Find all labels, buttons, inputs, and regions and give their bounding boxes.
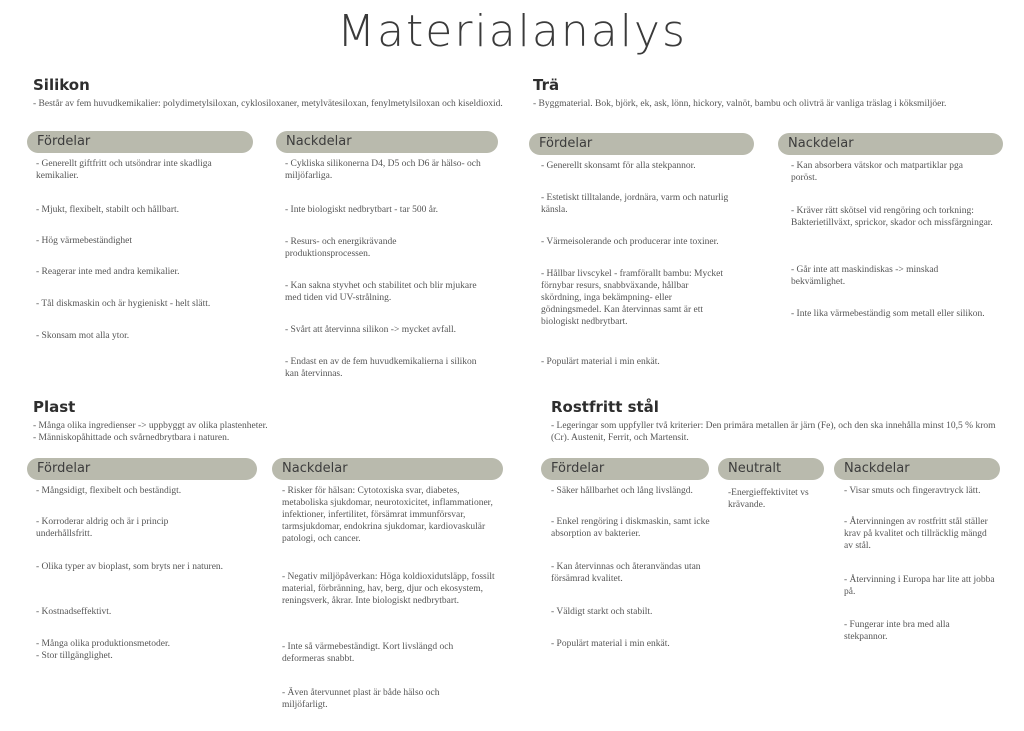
list-item: - Skonsam mot alla ytor.	[36, 331, 130, 341]
pros-heading: Fördelar	[27, 131, 253, 153]
list-item: - Estetiskt tilltalande, jordnära, varm och naturlig känsla.	[541, 193, 729, 215]
section-intro: - Människopåhittade och svårnedbrytbara i naturen.	[33, 433, 230, 443]
list-item: - Populärt material i min enkät.	[551, 639, 670, 649]
list-item: - Visar smuts och fingeravtryck lätt.	[844, 486, 981, 496]
section-silikon	[33, 76, 503, 110]
list-item: - Endast en av de fem huvudkemikalierna i silikon kan återvinnas.	[285, 357, 477, 379]
list-item: - Risker för hälsan: Cytotoxiska svar, diabetes, metaboliska sjukdomar, neurotoxicitet, inflammationer, infektioner, infertilitet, försämrat immunförsvar, tarmsjukdomar, endokrina sjukdomar, kardiovaskulär patologi, och cancer.	[282, 486, 493, 544]
section-title: Plast	[33, 398, 76, 416]
page-title: Materialanalys	[337, 6, 687, 57]
list-item: - Svårt att återvinna silikon -> mycket avfall.	[285, 325, 457, 335]
list-item: - Många olika produktionsmetoder.	[36, 639, 171, 649]
list-item: - Kan återvinnas och återanvändas utan försämrad kvalitet.	[551, 562, 701, 584]
list-item: - Korroderar aldrig och är i princip underhållsfritt.	[36, 517, 169, 539]
section-rostfritt-stal	[551, 398, 1011, 444]
section-plast	[33, 398, 503, 444]
cons-heading: Nackdelar	[834, 458, 1000, 480]
list-item: - Återvinning i Europa har lite att jobba på.	[844, 575, 995, 597]
cons-heading: Nackdelar	[276, 131, 498, 153]
list-item: - Inte biologiskt nedbrytbart - tar 500 år.	[285, 205, 439, 215]
list-item: - Enkel rengöring i diskmaskin, samt icke absorption av bakterier.	[551, 517, 710, 539]
list-item: - Går inte att maskindiskas -> minskad bekvämlighet.	[791, 265, 939, 287]
pros-heading: Fördelar	[541, 458, 709, 480]
list-item: - Kostnadseffektivt.	[36, 607, 112, 617]
list-item: - Cykliska silikonerna D4, D5 och D6 är hälso- och miljöfarliga.	[285, 159, 481, 181]
section-intro: - Många olika ingredienser -> uppbyggt av olika plastenheter.	[33, 421, 268, 431]
cons-heading: Nackdelar	[778, 133, 1003, 155]
list-item: - Inte så värmebeständigt. Kort livslängd och deformeras snabbt.	[282, 642, 454, 664]
list-item: - Mångsidigt, flexibelt och beständigt.	[36, 486, 182, 496]
list-item: - Hållbar livscykel - framförallt bambu: Mycket förnybar resurs, snabbväxande, hållbar skördning, inga bekämpning- eller gödningsmedel. Kan återvinnas samt är ett biologiskt nedbrytbart.	[541, 269, 724, 327]
list-item: - Fungerar inte bra med alla stekpannor.	[844, 620, 950, 642]
list-item: - Resurs- och energikrävande produktionsprocessen.	[285, 237, 397, 259]
section-title: Silikon	[33, 76, 90, 94]
list-item: - Kräver rätt skötsel vid rengöring och torkning: Bakterietillväxt, sprickor, skador och missfärgningar.	[791, 206, 993, 228]
cons-heading: Nackdelar	[272, 458, 503, 480]
section-tra	[533, 76, 1013, 110]
list-item: -Energieffektivitet vs krävande.	[728, 488, 809, 510]
pros-heading: Fördelar	[27, 458, 257, 480]
pros-heading: Fördelar	[529, 133, 754, 155]
list-item: - Värmeisolerande och producerar inte toxiner.	[541, 237, 719, 247]
list-item: - Väldigt starkt och stabilt.	[551, 607, 653, 617]
list-item: - Även återvunnet plast är både hälso och miljöfarligt.	[282, 688, 440, 710]
list-item: - Återvinningen av rostfritt stål ställer krav på kvalitet och tillräcklig mängd av stål.	[844, 517, 988, 551]
list-item: - Olika typer av bioplast, som bryts ner i naturen.	[36, 562, 224, 572]
list-item: - Generellt skonsamt för alla stekpannor.	[541, 161, 696, 171]
list-item: - Reagerar inte med andra kemikalier.	[36, 267, 180, 277]
list-item: - Tål diskmaskin och är hygieniskt - helt slätt.	[36, 299, 211, 309]
neutral-heading: Neutralt	[718, 458, 824, 480]
section-title: Trä	[533, 76, 560, 94]
list-item: - Kan sakna styvhet och stabilitet och blir mjukare med tiden vid UV-strålning.	[285, 281, 477, 303]
list-item: - Säker hållbarhet och lång livslängd.	[551, 486, 693, 496]
list-item: - Hög värmebeständighet	[36, 236, 133, 246]
list-item: - Populärt material i min enkät.	[541, 357, 660, 367]
list-item: - Stor tillgänglighet.	[36, 651, 113, 661]
list-item: - Mjukt, flexibelt, stabilt och hållbart.	[36, 205, 179, 215]
section-intro: - Byggmaterial. Bok, björk, ek, ask, lönn, hickory, valnöt, bambu och olivträ är vanliga träslag i köksmiljöer.	[533, 99, 947, 109]
list-item: - Negativ miljöpåverkan: Höga koldioxidutsläpp, fossilt material, förbränning, hav, berg, djur och ekosystem, reningsverk, åkrar. Inte biologiskt nedbrytbart.	[282, 572, 495, 606]
section-title: Rostfritt stål	[551, 398, 659, 416]
list-item: - Generellt giftfritt och utsöndrar inte skadliga kemikalier.	[36, 159, 212, 181]
list-item: - Kan absorbera vätskor och matpartiklar pga poröst.	[791, 161, 963, 183]
section-intro: - Består av fem huvudkemikalier: polydimetylsiloxan, cyklosiloxaner, metylvätesiloxan, fenylmetylsiloxan och kiseldioxid.	[33, 99, 503, 109]
list-item: - Inte lika värmebeständig som metall eller silikon.	[791, 309, 985, 319]
section-intro: - Legeringar som uppfyller två kriterier: Den primära metallen är järn (Fe), och den ska innehålla minst 10,5 % krom (Cr). Austenit, Ferrit, och Martensit.	[551, 421, 996, 443]
